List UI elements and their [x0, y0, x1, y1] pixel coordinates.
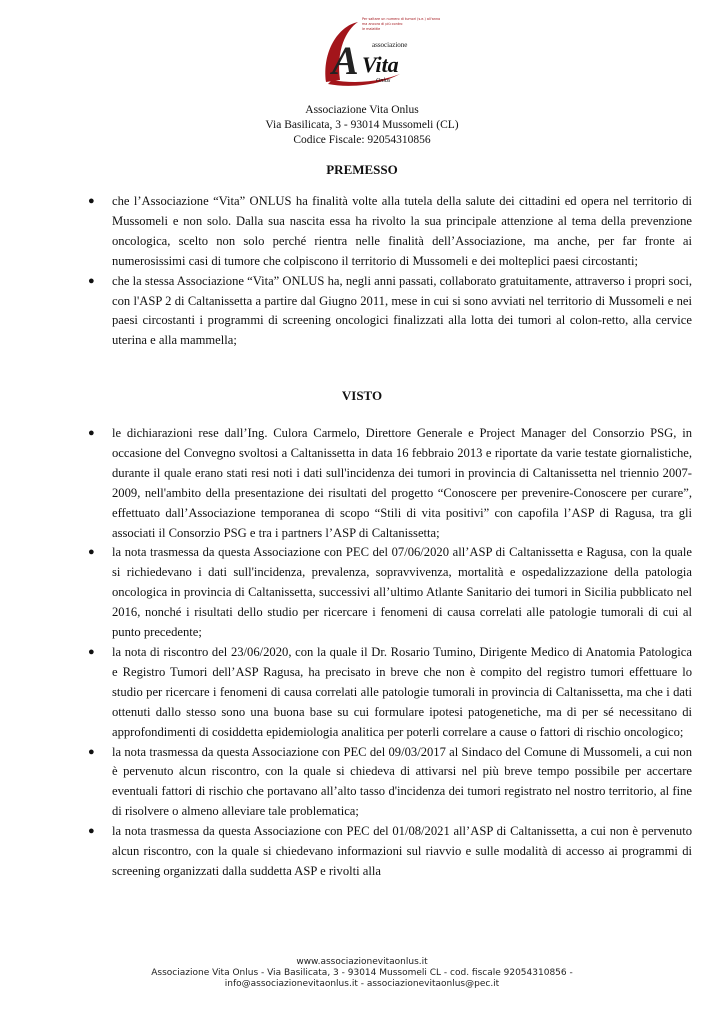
- list-item-text: la nota trasmessa da questa Associazione con PEC del 01/08/2021 all’ASP di Caltanissetta, a cui non è pervenuto alcun riscontro, con la quale si chiedevano informazioni sul riavvio e sulle modalità di accesso ai programmi di screening organizzati dalla suddetta ASP e rivolti alla: [112, 824, 692, 878]
- footer-emails[interactable]: info@associazionevitaonlus.it - associazionevitaonlus@pec.it: [224, 979, 500, 989]
- header-association-name: Associazione Vita Onlus: [305, 104, 419, 116]
- footer-website[interactable]: www.associazionevitaonlus.it: [296, 957, 428, 967]
- list-item: [86, 643, 692, 743]
- list-item: [86, 424, 692, 543]
- section-title-visto: VISTO: [341, 388, 383, 403]
- list-item: [86, 272, 692, 352]
- list-item: [86, 743, 692, 823]
- logo-word-onlus: Onlus: [376, 78, 391, 84]
- list-item-text: la nota trasmessa da questa Associazione con PEC del 09/03/2017 al Sindaco del Comune di Mussomeli, a cui non è pervenuto alcun riscontro, con la quale si chiedeva di attivarsi nel più breve tempo possibile per accertare eventuali fattori di rischio che portavano all’alto tasso d'incidenza dei tumori registrato nel nostro territorio, al fine di risolvere o almeno alleviare tale problematica;: [112, 744, 692, 819]
- header-address: Via Basilicata, 3 - 93014 Mussomeli (CL): [265, 119, 459, 131]
- list-item-text: la nota di riscontro del 23/06/2020, con la quale il Dr. Rosario Tumino, Dirigente Medico di Anatomia Patologica e Registro Tumori dell’ASP Ragusa, ha precisato in breve che non è compito del registro tumori effettuare lo studio per ricercare i fenomeni di causa correlati alle patologie tumorali in provincia di Caltanissetta, ma che i dati ottenuti dallo stesso sono una buona base su cui formulare ipotesi patogenetiche, ma di per sé necessitano di approfondimenti di cosiddetta epidemiologia analitica per poterli correlare a cause o fattori di rischio oncologico;: [112, 644, 692, 739]
- svg-text:le malattie: le malattie: [362, 27, 381, 31]
- bullet-icon: ●: [88, 274, 95, 287]
- list-item: [86, 822, 692, 882]
- footer-address: Associazione Vita Onlus - Via Basilicata, 3 - 93014 Mussomeli CL - cod. fiscale 92054310856 -: [151, 968, 573, 978]
- logo-word-vita: Vita: [362, 52, 399, 77]
- svg-text:A: A: [332, 38, 359, 83]
- list-item: [86, 192, 692, 272]
- premesso-list: [86, 192, 692, 351]
- list-item-text: le dichiarazioni rese dall’Ing. Culora Carmelo, Direttore Generale e Project Manager del Consorzio PSG, in occasione del Convegno svoltosi a Caltanissetta in data 16 febbraio 2013 e riportate da varie testate giornalistiche, durante il quale erano stati resi noti i dati sull'incidenza dei tumori in provincia di Caltanissetta nel triennio 2007-2009, nell'ambito della presentazione dei risultati del progetto “Conoscere per prevenire-Conoscere per curare”, effettuato dall’Associazione temporanea di scopo “Stili di vita positivi” con capofila l’ASP di Ragusa, tra gli associati il Consorzio PSG e tra i partners l’ASP di Caltanissetta;: [112, 426, 692, 540]
- list-item-text: che la stessa Associazione “Vita” ONLUS ha, negli anni passati, collaborato gratuitamente, attraverso i propri soci, con l'ASP 2 di Caltanissetta a partire dal Giugno 2011, mese in cui si sono avviati nel territorio di Mussomeli e nei paesi circostanti i programmi di screening oncologici finalizzati alla lotta dei tumori al colon-retto, alla cervice uterina e alla mammella;: [112, 273, 692, 348]
- logo-word-associazione: associazione: [372, 41, 408, 49]
- bullet-icon: ●: [88, 427, 95, 439]
- list-item-text: che l’Associazione “Vita” ONLUS ha finalità volte alla tutela della salute dei cittadini ed opera nel territorio di Mussomeli e non solo. Dalla sua nascita essa ha rivolto la sua principale attenzione al tema della prevenzione oncologica, scelto non solo perché rientra nelle finalità dell’Associazione, ma anche, per far fronte ai numerosissimi casi di tumore che colpiscono il territorio di Mussomeli e dei molteplici paesi circostanti;: [112, 194, 692, 268]
- visto-list: [86, 424, 692, 882]
- bullet-icon: ●: [88, 645, 95, 658]
- logo-tagline: Per saltare un numero di tumori (s.e.) all'anno: [362, 17, 441, 21]
- bullet-icon: ●: [88, 745, 95, 758]
- bullet-icon: ●: [88, 825, 95, 838]
- bullet-icon: ●: [88, 195, 95, 207]
- header-tax-code: Codice Fiscale: 92054310856: [293, 134, 431, 146]
- list-item-text: la nota trasmessa da questa Associazione con PEC del 07/06/2020 all’ASP di Caltanissetta e Ragusa, con la quale si richiedevano i dati sull'incidenza, prevalenza, sopravvivenza, mortalità e ospedalizzazione della patologia oncologica in provincia di Caltanissetta, successivi all’ultimo Atlante Sanitario dei tumori in Sicilia pubblicato nel 2016, nonché i risultati dello studio per ricercare i fenomeni di causa correlati alle patologie tumorali di cui al punto precedente;: [112, 545, 692, 640]
- bullet-icon: ●: [88, 546, 95, 559]
- section-title-premesso: PREMESSO: [326, 162, 398, 177]
- association-logo: [318, 12, 441, 90]
- list-item: [86, 543, 692, 643]
- svg-text:ma ancora di più contro: ma ancora di più contro: [362, 22, 403, 26]
